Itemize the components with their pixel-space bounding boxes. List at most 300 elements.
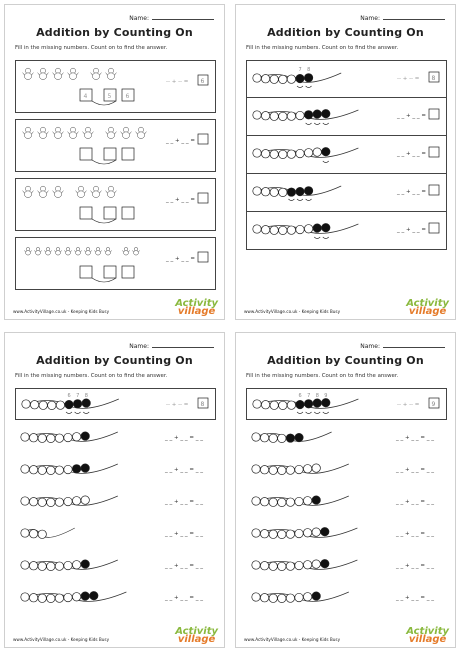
white-bead <box>295 561 303 569</box>
white-bead <box>278 530 286 538</box>
white-bead <box>64 561 72 569</box>
jump-arc <box>92 160 116 164</box>
blank-equation: _ _ + _ _ = _ _ <box>165 595 203 601</box>
white-bead <box>64 593 72 601</box>
bead-exercise <box>15 582 216 614</box>
animal-picture <box>38 127 49 138</box>
answer-value: 8 <box>200 401 205 408</box>
white-bead <box>312 528 320 536</box>
jump-arc <box>92 278 116 282</box>
white-bead <box>287 226 295 234</box>
bead-string-illustration <box>15 422 216 452</box>
animal-picture <box>76 186 87 197</box>
black-bead <box>295 433 303 441</box>
blank-equation: _ _ + _ _ = <box>166 197 195 203</box>
white-bead <box>38 562 46 570</box>
white-bead <box>55 498 63 506</box>
worksheet-1 <box>4 4 225 320</box>
white-bead <box>279 226 287 234</box>
count-value: 4 <box>83 93 88 100</box>
white-bead <box>270 188 278 196</box>
white-bead <box>303 465 311 473</box>
animal-picture <box>34 247 41 255</box>
white-bead <box>303 497 311 505</box>
jump-arc <box>288 199 294 201</box>
count-box <box>104 207 116 219</box>
white-bead <box>296 149 304 157</box>
white-bead <box>56 401 64 409</box>
picture-exercise <box>15 237 216 290</box>
white-bead <box>260 562 268 570</box>
black-bead <box>322 109 330 117</box>
white-bead <box>21 497 29 505</box>
blank-equation: _ _ + _ _ = _ _ <box>396 531 434 537</box>
bead-exercise <box>246 422 447 454</box>
blank-equation: _ _ + _ _ = _ _ <box>165 499 203 505</box>
animal-picture <box>121 127 132 138</box>
jump-arc <box>83 412 89 414</box>
white-bead <box>269 498 277 506</box>
white-bead <box>47 434 55 442</box>
white-bead <box>270 112 278 120</box>
animal-picture <box>68 68 79 79</box>
count-label: 6 <box>298 393 302 399</box>
blank-equation: _ _ + _ _ = <box>397 227 426 233</box>
white-bead <box>47 466 55 474</box>
jump-arc <box>306 123 312 125</box>
white-bead <box>279 112 287 120</box>
white-bead <box>38 434 46 442</box>
animal-picture <box>74 247 81 255</box>
answer-value: 9 <box>431 401 436 408</box>
animal-picture <box>53 127 64 138</box>
count-label: 7 <box>76 393 80 399</box>
name-field[interactable]: Name: <box>360 341 445 350</box>
white-bead <box>21 529 29 537</box>
white-bead <box>303 561 311 569</box>
example-exercise <box>246 388 447 420</box>
bead-string-illustration <box>247 98 448 134</box>
white-bead <box>39 401 47 409</box>
animal-picture <box>94 247 101 255</box>
white-bead <box>253 149 261 157</box>
bead-string-illustration <box>15 486 216 516</box>
blank-equation: _ _ + _ _ = _ _ <box>396 595 434 601</box>
animal-picture <box>122 247 129 255</box>
footer-text: www.ActivityVillage.co.uk - Keeping Kids Busy <box>244 637 341 642</box>
white-bead <box>29 498 37 506</box>
black-bead <box>321 527 329 535</box>
white-bead <box>261 75 269 83</box>
activity-village-logo: Activity village <box>175 626 218 645</box>
jump-arc <box>323 237 329 239</box>
count-label: 8 <box>84 393 88 399</box>
jump-arc <box>297 412 303 414</box>
blank-equation: _ _ + _ _ = <box>397 189 426 195</box>
black-bead <box>81 432 89 440</box>
white-bead <box>261 150 269 158</box>
white-bead <box>29 434 37 442</box>
exercise-list <box>15 388 216 614</box>
blank-equation: _ _ + _ _ = _ _ <box>165 531 203 537</box>
white-bead <box>260 434 268 442</box>
example-exercise <box>246 60 447 98</box>
white-bead <box>29 562 37 570</box>
activity-village-logo: Activity village <box>175 298 218 317</box>
jump-arc <box>314 412 320 414</box>
count-box <box>104 266 116 278</box>
bead-exercise <box>246 454 447 486</box>
black-bead <box>296 400 304 408</box>
white-bead <box>48 401 56 409</box>
white-bead <box>55 434 63 442</box>
white-bead <box>269 530 277 538</box>
white-bead <box>303 593 311 601</box>
count-box <box>122 148 134 160</box>
exercise-illustration <box>16 238 217 289</box>
white-bead <box>279 75 287 83</box>
white-bead <box>269 434 277 442</box>
example-equation: ‐‐ + ‐‐ = <box>397 76 420 82</box>
white-bead <box>29 530 37 538</box>
white-bead <box>261 401 269 409</box>
bead-string-illustration <box>247 389 448 419</box>
count-box <box>122 207 134 219</box>
animal-picture <box>106 127 117 138</box>
white-bead <box>279 401 287 409</box>
animal-picture <box>83 127 94 138</box>
exercise-list <box>246 60 447 250</box>
animal-picture <box>104 247 111 255</box>
blank-equation: _ _ + _ _ = <box>166 256 195 262</box>
white-bead <box>295 465 303 473</box>
white-bead <box>38 530 46 538</box>
activity-village-logo: Activity village <box>406 626 449 645</box>
footer-text: www.ActivityVillage.co.uk - Keeping Kids Busy <box>244 309 341 314</box>
white-bead <box>260 466 268 474</box>
bead-string-illustration <box>246 486 447 516</box>
white-bead <box>253 225 261 233</box>
jump-arc <box>75 412 81 414</box>
answer-box <box>429 147 439 157</box>
white-bead <box>252 433 260 441</box>
white-bead <box>81 496 89 504</box>
count-label: 9 <box>324 393 328 399</box>
white-bead <box>286 530 294 538</box>
bead-exercise <box>15 518 216 550</box>
white-bead <box>296 111 304 119</box>
white-bead <box>21 561 29 569</box>
black-bead <box>321 559 329 567</box>
white-bead <box>72 433 80 441</box>
white-bead <box>55 594 63 602</box>
count-value: 6 <box>125 93 130 100</box>
animal-picture <box>132 247 139 255</box>
instructions: Fill in the missing numbers. Count on to find the answer. <box>15 45 168 51</box>
black-bead <box>322 147 330 155</box>
blank-equation: _ _ + _ _ = _ _ <box>396 467 434 473</box>
bead-string-illustration <box>16 389 217 419</box>
white-bead <box>64 465 72 473</box>
count-box <box>80 207 92 219</box>
exercise-list <box>15 60 216 296</box>
black-bead <box>322 223 330 231</box>
animal-picture <box>84 247 91 255</box>
white-bead <box>269 594 277 602</box>
animal-picture <box>53 186 64 197</box>
white-bead <box>252 497 260 505</box>
answer-box <box>429 185 439 195</box>
count-box <box>80 148 92 160</box>
bead-string-illustration <box>247 174 448 210</box>
white-bead <box>260 530 268 538</box>
black-bead <box>304 74 312 82</box>
white-bead <box>260 498 268 506</box>
name-field[interactable]: Name: <box>129 341 214 350</box>
worksheet-4 <box>235 332 456 648</box>
bead-exercise <box>246 98 447 136</box>
white-bead <box>21 593 29 601</box>
white-bead <box>286 562 294 570</box>
count-label: 7 <box>307 393 311 399</box>
bead-exercise <box>15 454 216 486</box>
white-bead <box>278 434 286 442</box>
bead-string-illustration <box>246 582 447 612</box>
bead-string-illustration <box>15 518 216 548</box>
jump-arc <box>306 199 312 201</box>
example-exercise <box>15 388 216 420</box>
animal-picture <box>54 247 61 255</box>
white-bead <box>253 74 261 82</box>
black-bead <box>81 560 89 568</box>
animal-picture <box>53 68 64 79</box>
animal-picture <box>23 127 34 138</box>
jump-arc <box>66 412 72 414</box>
answer-box <box>198 193 208 203</box>
black-bead <box>313 399 321 407</box>
black-bead <box>81 592 89 600</box>
animal-picture <box>68 127 79 138</box>
white-bead <box>279 150 287 158</box>
worksheet-3 <box>4 332 225 648</box>
white-bead <box>38 594 46 602</box>
count-label: 7 <box>298 67 302 73</box>
bead-exercise <box>246 174 447 212</box>
black-bead <box>313 224 321 232</box>
white-bead <box>278 498 286 506</box>
answer-box <box>198 252 208 262</box>
white-bead <box>287 401 295 409</box>
white-bead <box>270 401 278 409</box>
white-bead <box>38 466 46 474</box>
animal-picture <box>136 127 147 138</box>
blank-equation: _ _ + _ _ = <box>397 113 426 119</box>
black-bead <box>90 591 98 599</box>
black-bead <box>304 111 312 119</box>
white-bead <box>252 529 260 537</box>
instructions: Fill in the missing numbers. Count on to find the answer. <box>246 373 399 379</box>
white-bead <box>38 498 46 506</box>
animal-picture <box>38 186 49 197</box>
jump-arc <box>323 123 329 125</box>
white-bead <box>278 466 286 474</box>
white-bead <box>47 594 55 602</box>
white-bead <box>252 561 260 569</box>
black-bead <box>296 187 304 195</box>
picture-exercise <box>15 60 216 113</box>
white-bead <box>286 466 294 474</box>
animal-picture <box>91 68 102 79</box>
white-bead <box>269 466 277 474</box>
bead-exercise <box>246 212 447 250</box>
white-bead <box>278 594 286 602</box>
exercise-illustration <box>16 120 217 171</box>
blank-equation: _ _ + _ _ = <box>166 138 195 144</box>
example-equation: ‐‐ + ‐‐ = <box>166 402 189 408</box>
white-bead <box>64 497 72 505</box>
white-bead <box>72 593 80 601</box>
white-bead <box>29 466 37 474</box>
blank-equation: _ _ + _ _ = _ _ <box>165 563 203 569</box>
exercise-illustration <box>16 61 217 112</box>
instructions: Fill in the missing numbers. Count on to find the answer. <box>15 373 168 379</box>
white-bead <box>260 594 268 602</box>
bead-exercise <box>15 486 216 518</box>
instructions: Fill in the missing numbers. Count on to find the answer. <box>246 45 399 51</box>
exercise-list <box>246 388 447 614</box>
white-bead <box>303 529 311 537</box>
bead-string-illustration <box>246 550 447 580</box>
bead-string-illustration <box>246 454 447 484</box>
jump-arc <box>323 161 329 163</box>
white-bead <box>286 594 294 602</box>
white-bead <box>269 562 277 570</box>
white-bead <box>287 112 295 120</box>
worksheet-title: Addition by Counting On <box>36 26 193 39</box>
worksheet-title: Addition by Counting On <box>36 354 193 367</box>
white-bead <box>30 401 38 409</box>
white-bead <box>72 561 80 569</box>
white-bead <box>252 465 260 473</box>
black-bead <box>312 592 320 600</box>
count-value: 5 <box>107 93 112 100</box>
white-bead <box>261 226 269 234</box>
exercise-illustration <box>16 179 217 230</box>
footer-text: www.ActivityVillage.co.uk - Keeping Kids Busy <box>13 637 110 642</box>
example-equation: ‐‐ + ‐‐ = <box>397 402 420 408</box>
black-bead <box>304 400 312 408</box>
white-bead <box>261 188 269 196</box>
black-bead <box>296 74 304 82</box>
bead-exercise <box>246 486 447 518</box>
animal-picture <box>23 68 34 79</box>
black-bead <box>322 398 330 406</box>
count-box <box>104 148 116 160</box>
blank-equation: _ _ + _ _ = _ _ <box>396 563 434 569</box>
white-bead <box>47 498 55 506</box>
bead-exercise <box>15 550 216 582</box>
white-bead <box>287 75 295 83</box>
white-bead <box>21 465 29 473</box>
white-bead <box>252 593 260 601</box>
white-bead <box>22 400 30 408</box>
jump-arc <box>306 86 312 88</box>
answer-box <box>429 109 439 119</box>
black-bead <box>304 187 312 195</box>
blank-equation: _ _ + _ _ = _ _ <box>165 435 203 441</box>
animal-picture <box>38 68 49 79</box>
worksheet-title: Addition by Counting On <box>267 354 424 367</box>
bead-string-illustration <box>247 61 448 97</box>
bead-string-illustration <box>246 422 447 452</box>
black-bead <box>313 110 321 118</box>
white-bead <box>47 562 55 570</box>
blank-equation: _ _ + _ _ = _ _ <box>396 499 434 505</box>
footer-text: www.ActivityVillage.co.uk - Keeping Kids Busy <box>13 309 110 314</box>
bead-string-illustration <box>15 582 216 612</box>
animal-picture <box>24 247 31 255</box>
answer-box <box>429 223 439 233</box>
bead-string-illustration <box>15 454 216 484</box>
animal-picture <box>106 186 117 197</box>
jump-arc <box>92 219 116 223</box>
answer-box <box>198 134 208 144</box>
white-bead <box>304 149 312 157</box>
white-bead <box>270 150 278 158</box>
animal-picture <box>91 186 102 197</box>
white-bead <box>253 111 261 119</box>
jump-arc <box>92 101 116 105</box>
count-label: 8 <box>315 393 319 399</box>
name-field[interactable]: Name: <box>129 13 214 22</box>
white-bead <box>286 498 294 506</box>
jump-arc <box>297 86 303 88</box>
bead-string-illustration <box>247 136 448 172</box>
white-bead <box>21 433 29 441</box>
black-bead <box>65 400 73 408</box>
answer-value: 6 <box>200 78 205 85</box>
picture-exercise <box>15 178 216 231</box>
black-bead <box>73 400 81 408</box>
bead-exercise <box>246 518 447 550</box>
blank-equation: _ _ + _ _ = _ _ <box>165 467 203 473</box>
blank-equation: _ _ + _ _ = <box>397 151 426 157</box>
blank-equation: _ _ + _ _ = _ _ <box>396 435 434 441</box>
white-bead <box>64 433 72 441</box>
white-bead <box>304 225 312 233</box>
jump-arc <box>297 199 303 201</box>
black-bead <box>81 464 89 472</box>
white-bead <box>295 497 303 505</box>
bead-string-illustration <box>247 212 448 248</box>
jump-arc <box>314 237 320 239</box>
animal-picture <box>23 186 34 197</box>
bead-exercise <box>246 582 447 614</box>
white-bead <box>270 226 278 234</box>
jump-arc <box>314 123 320 125</box>
count-label: 8 <box>307 67 311 73</box>
white-bead <box>313 148 321 156</box>
name-field[interactable]: Name: <box>360 13 445 22</box>
count-label: 6 <box>67 393 71 399</box>
black-bead <box>72 465 80 473</box>
bead-string-illustration <box>15 550 216 580</box>
white-bead <box>295 529 303 537</box>
bead-exercise <box>246 136 447 174</box>
worksheet-title: Addition by Counting On <box>267 26 424 39</box>
answer-value: 8 <box>431 75 436 82</box>
black-bead <box>312 496 320 504</box>
